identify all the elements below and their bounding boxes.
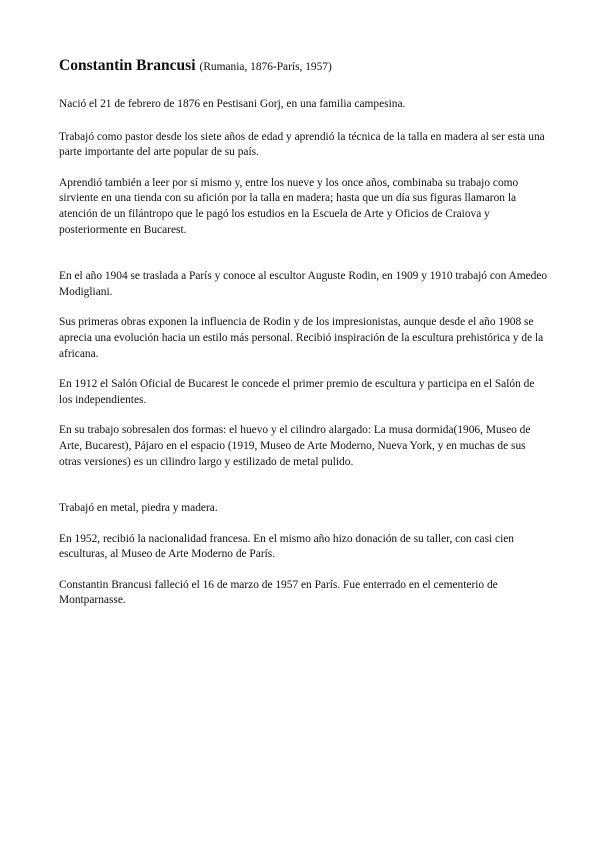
paragraph: Constantin Brancusi falleció el 16 de marzo de 1957 en París. Fue enterrado en el cementerio de Montparnasse. — [59, 578, 498, 607]
paragraph: Aprendió también a leer por sí mismo y, entre los nueve y los once años, combinaba su trabajo como sirviente en una tienda con su afición por la talla en madera; hasta que un día sus figuras llamaron la atención de un filántropo que le pagó los estudios en la Escuela de Arte y Oficios de Craiova y posteriormente en Bucarest. — [59, 176, 519, 236]
paragraph: Sus primeras obras exponen la influencia de Rodin y de los impresionistas, aunque desde el año 1908 se aprecia una evolución hacia un estilo más personal. Recibió inspiración de la escultura prehistórica y de la africana. — [59, 316, 544, 360]
paragraph: Nació el 21 de febrero de 1876 en Pestisani Gorj, en una familia campesina. — [59, 98, 406, 110]
document-subtitle: (Rumania, 1876-París, 1957) — [199, 61, 332, 73]
paragraph: En 1912 el Salón Oficial de Bucarest le concede el primer premio de escultura y participa en el Salón de los independientes. — [59, 378, 535, 406]
paragraph: En su trabajo sobresalen dos formas: el huevo y el cilindro alargado: La musa dormida(1906, Museo de Arte, Bucarest), Pájaro en el espacio (1919, Museo de Arte Moderno, Nueva York, y en muchas de sus otras versiones) es un cilindro largo y estilizado de metal pulido. — [59, 424, 531, 468]
document-title: Constantin Brancusi — [59, 57, 196, 74]
paragraph: Trabajó como pastor desde los siete años de edad y aprendió la técnica de la talla en madera al ser esta una parte importante del arte popular de su país. — [59, 130, 545, 159]
paragraph: En 1952, recibió la nacionalidad francesa. En el mismo año hizo donación de su taller, con casi cien esculturas, al Museo de Arte Moderno de París. — [59, 532, 515, 561]
document-page — [59, 56, 549, 609]
paragraph: Trabajó en metal, piedra y madera. — [59, 502, 218, 515]
paragraph: En el año 1904 se traslada a París y conoce al escultor Auguste Rodin, en 1909 y 1910 trabajó con Amedeo Modigliani. — [59, 270, 548, 298]
heading — [59, 56, 549, 77]
